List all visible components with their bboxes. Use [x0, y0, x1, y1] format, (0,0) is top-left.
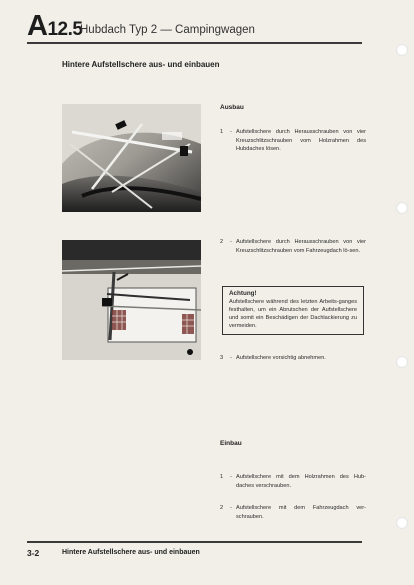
ausbau-step-3 [220, 354, 366, 363]
ausbau-heading: Ausbau [220, 104, 244, 111]
page-header-title: Hubdach Typ 2 — Campingwagen [80, 24, 255, 36]
step-number: 1 [220, 129, 224, 135]
step-text: Aufstellschere vorsichtig abnehmen. [236, 355, 326, 361]
punch-hole [396, 517, 408, 529]
einbau-step-2 [220, 504, 366, 521]
section-code [27, 12, 82, 41]
step-text: Aufstellschere durch Herausschrauben von vier Kreuzschlitzschrauben vom Holzrahmen des Hubdaches lösen. [236, 129, 366, 153]
step-separator: - [230, 505, 232, 511]
page-number: 3-2 [27, 548, 40, 558]
step-separator: - [230, 355, 232, 361]
step-text: Aufstellschere durch Herausschrauben von vier Kreuzschlitzschrauben vom Fahrzeugdach lö-sen. [236, 239, 366, 254]
ausbau-step-1 [220, 128, 366, 154]
warning-title: Achtung! [229, 290, 257, 297]
einbau-heading: Einbau [220, 440, 242, 447]
warning-text: Aufstellschere während des letzten Arbeits-ganges festhalten, um ein Abrutschen der Aufstellschere und somit ein Beschädigen der Dachlackierung zu vermeiden. [229, 299, 357, 329]
warning-box [222, 286, 364, 335]
punch-hole [396, 356, 408, 368]
step-number: 2 [220, 505, 224, 511]
step-separator: - [230, 129, 232, 135]
einbau-step-1 [220, 473, 366, 490]
step-text: Aufstellschere mit dem Fahrzeugdach ver-schrauben. [236, 505, 366, 520]
step-separator: - [230, 474, 232, 480]
section-code-letter: A [27, 10, 48, 42]
step-text: Aufstellschere mit dem Holzrahmen des Hub-daches verschrauben. [236, 474, 366, 489]
ausbau-step-2 [220, 238, 366, 255]
photo-scissor-on-vehicle-roof [62, 240, 201, 360]
punch-hole [396, 44, 408, 56]
header-rule [27, 42, 362, 44]
step-number: 1 [220, 474, 224, 480]
photo-scissor-on-wooden-frame [62, 104, 201, 212]
step-number: 2 [220, 239, 224, 245]
step-number: 3 [220, 355, 224, 361]
punch-hole [396, 202, 408, 214]
footer-rule [27, 541, 362, 543]
step-separator: - [230, 239, 232, 245]
section-code-number: 12.5 [47, 19, 83, 40]
section-title: Hintere Aufstellschere aus- und einbauen [62, 60, 220, 69]
footer-title: Hintere Aufstellschere aus- und einbauen [62, 549, 200, 556]
